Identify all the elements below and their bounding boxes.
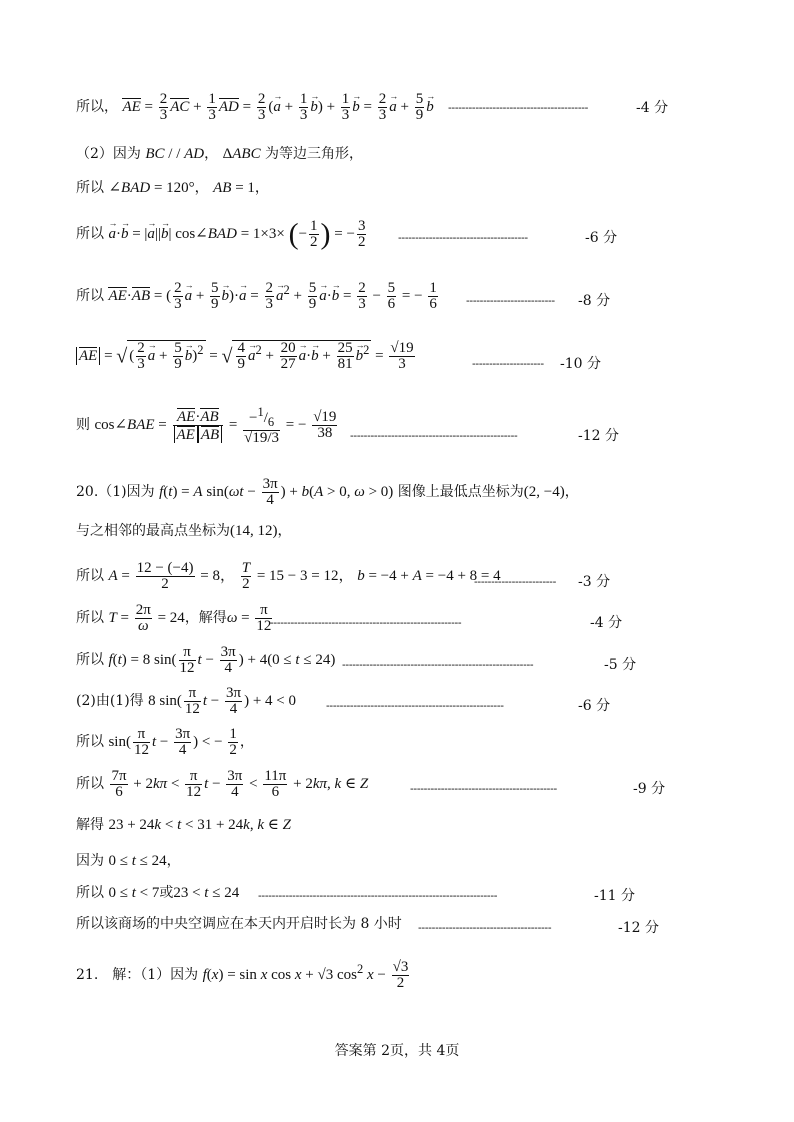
score-10: -9 分	[633, 781, 666, 797]
score-leader-2: --------------------------------------	[398, 231, 528, 244]
score-leader-8: --------------------------------------------------------	[342, 658, 534, 671]
score-leader-5: -------------------------------------------------	[350, 429, 518, 442]
formula-ae-decomposition: AE = $\frac{2}{3}$ AC + $\frac{1}{3}$ AD = $\frac{2}{3}$ (→ a + $\frac{1}{3}$ → b) + $\frac{1}{3}$ → b = $\frac{2}{3}$ → a + $\frac{5}{9}$ → b	[122, 99, 433, 115]
step-line-9: 与之相邻的最高点坐标为(14, 12)，	[76, 523, 292, 539]
score-leader-12: ---------------------------------------	[418, 921, 552, 934]
step-line-12: 所以 f(t) = 8 sin( $\frac{\pi}{12}$ t − $\frac{3\pi}{4}$ ) + 4(0 ≤ t ≤ 24)	[76, 644, 336, 676]
score-8: -5 分	[604, 657, 637, 673]
formula-ae-magnitude: AE = √ ( $\frac{2}{3}$ → a + $\frac{5}{9}$ → b)$^2$ = √ $\frac{4}{9}$ → $a^2$ + $\frac{20}{27}$ → a·→ b + $\frac{25}{81}$ → $b^2$ = $\frac{√19}{3}$	[76, 348, 417, 364]
score-leader-3: --------------------------	[466, 294, 555, 307]
score-11: -11 分	[594, 888, 635, 904]
step-line-5: 所以 AE·AB = ( $\frac{2}{3}$ → a + $\frac{5}{9}$ → b)·→ a = $\frac{2}{3}$ → $a^2$ + $\frac{5}{9}$ → a·→ b = $\frac{2}{3}$ − $\frac{5}{6}$ = − $\frac{1}{6}$	[76, 281, 440, 312]
score-leader-6: ------------------------	[474, 575, 557, 588]
step-line-15: 所以 $\frac{7\pi}{6}$ + 2kπ < $\frac{\pi}{12}$ t − $\frac{3\pi}{4}$ < $\frac{11\pi}{6}$ + 2kπ, k ∈ Z	[76, 768, 369, 800]
score-12: -12 分	[618, 920, 659, 936]
step-line-13: (2)由(1)得 8 sin( $\frac{\pi}{12}$ t − $\frac{3\pi}{4}$ ) + 4 < 0	[76, 685, 297, 717]
step-line-14: 所以 sin( $\frac{\pi}{12}$ t − $\frac{3\pi}{4}$ ) < − $\frac{1}{2}$ ，	[76, 726, 254, 758]
formula-dot-product: → a·→ b = |→ a||→ b| cos∠BAD = 1×3× (− $\frac{1}{2}$ ) = − $\frac{3}{2}$	[108, 226, 368, 242]
step-line-3: 所以 ∠BAD = 120°， AB = 1，	[76, 180, 269, 196]
step-line-2: （2）因为 BC / / AD， ΔABC 为等边三角形，	[76, 146, 364, 162]
score-leader-4: ---------------------	[472, 357, 544, 370]
formula-ae-dot-ab: AE·AB = ( $\frac{2}{3}$ → a + $\frac{5}{9}$ → b)·→ a = $\frac{2}{3}$ → $a^2$ + $\frac{5}{9}$ → a·→ b = $\frac{2}{3}$ − $\frac{5}{6}$ = − $\frac{1}{6}$	[108, 288, 439, 304]
step-line-8: 20.（1)因为 f(t) = A sin(ωt − $\frac{3\pi}{4}$ ) + b(A > 0, ω > 0) 图像上最低点坐标为(2, −4)，	[76, 476, 579, 508]
score-leader-9: ----------------------------------------------------	[326, 699, 504, 712]
step-line-19: 所以该商场的中央空调应在本天内开启时长为 8 小时	[76, 916, 402, 932]
page-footer: 答案第 2页，共 4页	[334, 1043, 460, 1059]
step-line-17: 因为 0 ≤ t ≤ 24，	[76, 853, 181, 869]
step-line-16: 解得 23 + 24k < t < 31 + 24k, k ∈ Z	[76, 817, 291, 833]
score-3: -8 分	[578, 293, 611, 309]
score-1: -4 分	[636, 100, 669, 116]
score-leader-1: -----------------------------------------	[448, 101, 589, 114]
score-9: -6 分	[578, 698, 611, 714]
score-5: -12 分	[578, 428, 619, 444]
step-line-10: 所以 A = $\frac{12 - (-4)}{2}$ = 8， $\frac{T}{2}$ = 15 − 3 = 12， b = −4 + A = −4 + 8 = 4	[76, 560, 501, 592]
step-line-18: 所以 0 ≤ t < 7或23 < t ≤ 24	[76, 885, 240, 901]
score-7: -4 分	[590, 615, 623, 631]
step-line-11: 所以 T = $\frac{2\pi}{\omega}$ = 24，解得ω = $\frac{\pi}{12}$	[76, 602, 272, 634]
step-line-1: 所以， AE = $\frac{2}{3}$ AC + $\frac{1}{3}$ AD = $\frac{2}{3}$ (→ a + $\frac{1}{3}$ → b) + $\frac{1}{3}$ → b = $\frac{2}{3}$ → a + $\frac{5}{9}$ → b	[76, 92, 434, 123]
step-line-4: 所以 → a·→ b = |→ a||→ b| cos∠BAD = 1×3× (− $\frac{1}{2}$ ) = − $\frac{3}{2}$	[76, 219, 368, 250]
score-leader-10: -------------------------------------------	[410, 782, 557, 795]
step-line-6	[76, 340, 417, 372]
step-line-7: 则 cos∠BAE = $\frac{AE\cdot AB}{\text{AE AB}}$ = $\frac{-^1/_6}{√19/3}$ = − $\frac{√19}{38}$	[76, 405, 339, 446]
score-4: -10 分	[560, 356, 601, 372]
formula-cos-bae: cos∠BAE = $\frac{AE\cdot AB}{\text{AE AB}}$ = $\frac{-^1/_6}{√19/3}$ = − $\frac{√19}{38}$	[94, 405, 337, 446]
score-leader-7: --------------------------------------------------------	[270, 616, 462, 629]
step-line-20: 21. 解：（1）因为 f(x) = sin x cos x + √3 $\cos^2 x$ − $\frac{√3}{2}$	[76, 959, 409, 992]
score-2: -6 分	[585, 230, 618, 246]
score-leader-11: ----------------------------------------------------------------------	[258, 889, 498, 902]
score-6: -3 分	[578, 574, 611, 590]
